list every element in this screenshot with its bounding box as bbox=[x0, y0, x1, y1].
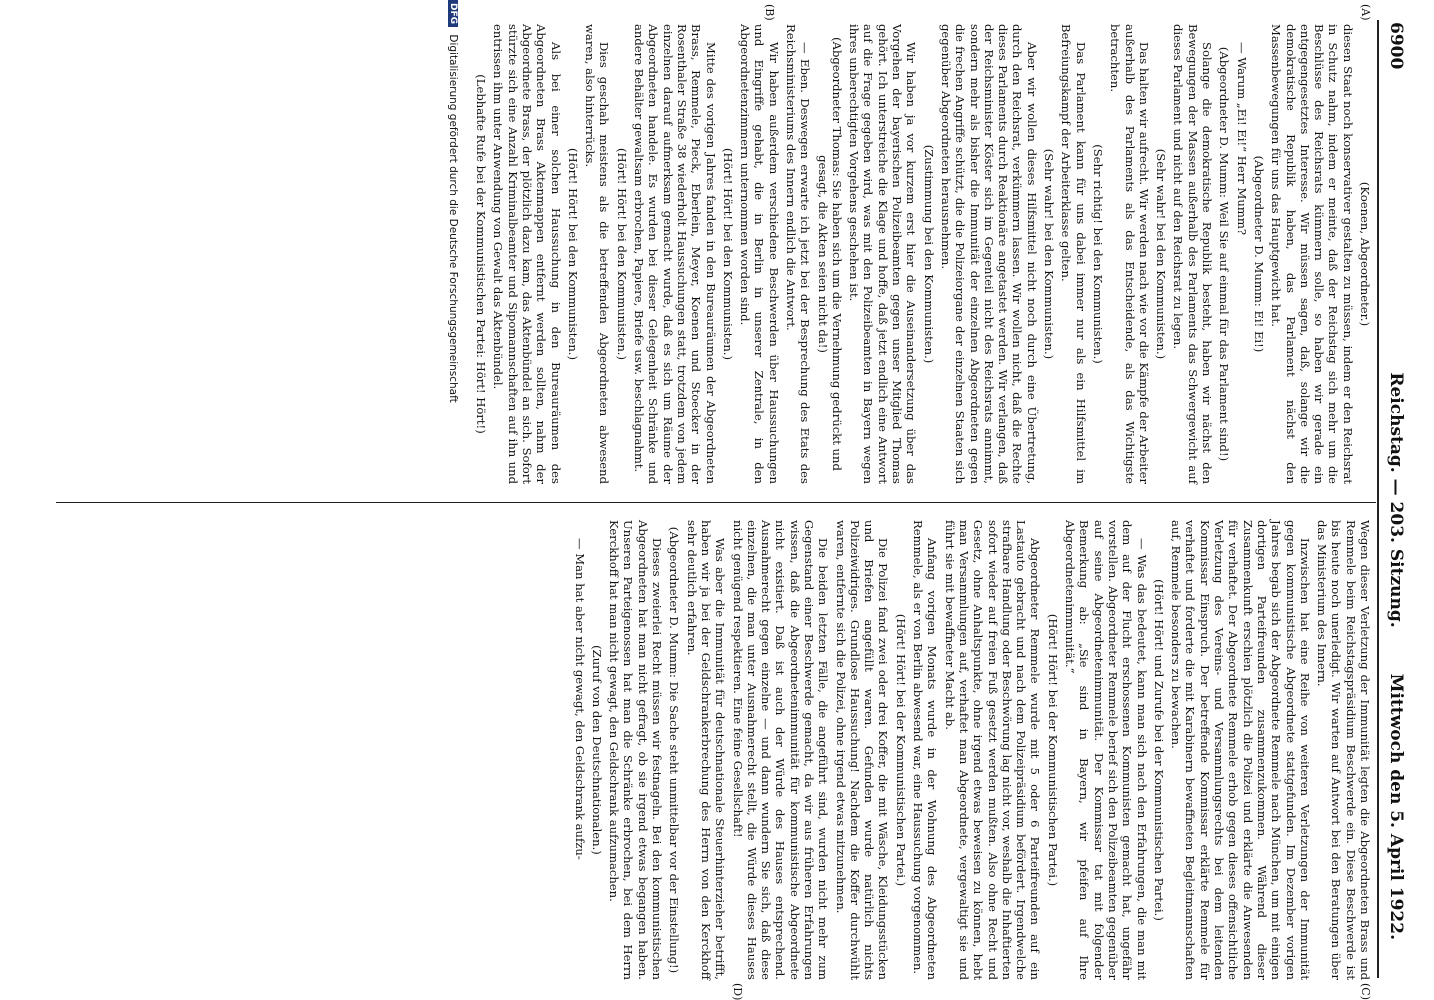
interjection: (Lebhafte Rufe bei der Kommunistischen Partei: Hört! Hört!) bbox=[474, 74, 489, 434]
paragraph: — Warum „Ei! Ei!“ Herr Mumm? bbox=[1234, 42, 1249, 236]
session-date: Mittwoch den 5. April 1922. bbox=[1386, 673, 1406, 940]
margin-mark-d: (D) bbox=[731, 983, 744, 1000]
digitization-credit bbox=[445, 0, 459, 1000]
paragraph: (Koenen, Abgeordneter.) bbox=[1358, 181, 1372, 327]
page-number: 6900 bbox=[1386, 22, 1406, 70]
interjection: (Sehr richtig! bei den Kommunisten.) bbox=[1090, 144, 1105, 364]
paragraph: — Man hat aber nicht gewagt, den Geldschrank aufzu- bbox=[572, 538, 587, 860]
paragraph: Was aber die Immunität für deutschnationale Steuerhinterzieher betrifft, haben wir ja bei der Geldschrankerbrechung des Herrn von den Kerckhoff sehr deutlich erfahren. bbox=[684, 520, 728, 980]
column-divider bbox=[56, 502, 1376, 503]
left-column bbox=[471, 24, 1372, 484]
interjection: (Sehr wahr! bei den Kommunisten.) bbox=[1042, 148, 1057, 360]
paragraph: Abgeordneter Remmele wurde mit 5 oder 6 Parteifreunden auf ein Lastauto gebracht und nach dem Polizeipräsidium befördert. Irgendwelche strafbare Handlung oder Beschwörung lag nicht vor, weshalb die Inhaftierten sofort wieder auf freien Fuß gesetzt werden mußten. Also ohne Recht und Gesetz, ohne Anhaltspunkte, ohne irgend etwas beweisen zu können, hebt man Versammlungen auf, verhaftet man Abgeordnete, vergewaltigt sie und führt sie mit bewaffneter Macht ab. bbox=[942, 520, 1043, 980]
dfg-logo: DFG bbox=[448, 0, 458, 27]
interjection: (Hört! Hört! bei den Kommunisten.) bbox=[565, 147, 580, 360]
page-header bbox=[1376, 0, 1406, 1000]
paragraph: Wir haben außerdem verschiedene Beschwerden über Haussuchungen und Eingriffe gehabt, die in Berlin in unserer Zentrale, in den Abgeordnetenzimmern unternommen worden sind. bbox=[738, 24, 781, 484]
paragraph: Wir haben ja vor kurzem erst hier die Auseinandersetzung über das Vorgehen der bayerischen Polizeibeamten gegen unser Mitglied Thomas gehört. Ich unterstreiche die Klage und hoffe, daß jetzt endlich eine Antwort auf die Frage gegeben wird, was mit den Polizeibeamten in Bayern wegen ihres unberechtigten Vorgehens geschehen ist. bbox=[847, 24, 919, 484]
interjection: (Hört! Hört! bei den Kommunisten.) bbox=[614, 147, 629, 360]
margin-mark-b: (B) bbox=[763, 4, 776, 21]
paragraph: Dieses zweierlei Recht müssen wir festnageln. Bei den kommunistischen Abgeordneten hat man nicht gefragt, ob sie irgend etwas begangen haben. Unseren Parteigenossen hat man die Schränke erbrochen, bei dem Herrn Kerckhoff hat man nicht gewagt, den Geldschrank aufzumachen. bbox=[607, 520, 665, 980]
paragraph: Das Parlament kann für uns dabei immer nur als ein Hilfsmittel im Befreiungskampf der Arbeiterklasse gelten. bbox=[1059, 24, 1088, 484]
paragraph: Dies geschah meistens als die betreffenden Abgeordneten abwesend waren, also hinterrücks. bbox=[583, 24, 612, 484]
paragraph: Als bei einer solchen Haussuchung in den Bureauräumen des Abgeordneten Brass Aktenmappen entfernt werden sollten, nahm der Abgeordnete Brass, der plötzlich dazu kam, das Aktenbündel an sich. Sofort stürzte sich eine Anzahl Kriminalbeamter und Sipomannschaften auf ihn und entrissen ihm unter Anwendung von Gewalt das Aktenbündel. bbox=[491, 24, 563, 484]
paragraph: Die beiden letzten Fälle, die angeführt sind, wurden nicht mehr zum Gegenstand einer Beschwerde gemacht, da wir aus früheren Erfahrungen wissen, daß die Abgeordnetenimmunität für kommunistische Abgeordnete nicht existiert. Daß ist auch der Würde des Hauses entsprechend. Ausnahmerecht gegen einzelne — und dann wundern Sie sich, daß diese einzelnen, die man unter Ausnahmerecht stellt, die Würde dieses Hauses nicht genügend respektieren. Eine feine Gesellschaft! bbox=[730, 520, 831, 980]
margin-mark-a: (A) bbox=[1359, 4, 1372, 21]
paragraph: Aber wir wollen dieses Hilfsmittel nicht noch durch eine Übertretung, durch den Reichsrat, verkümmern lassen. Wir wollen nicht, daß die Rechte dieses Parlaments durch Reaktionäre angetastet werden. Wir verlangen, daß der Reichsminister Köster sich im Gegenteil nicht des Reichsrats annimmt, sondern mehr als bisher die Immunität der einzelnen Abgeordneten gegen die frechen Angriffe schützt, die die Polizeiorgane der einzelnen Staaten sich gegenüber Abgeordneten herausnehmen. bbox=[938, 24, 1039, 484]
interjection: (Abgeordneter D. Mumm: Die Sache steht unmittelbar vor der Einstellung!) bbox=[667, 526, 682, 974]
paragraph: Mitte des vorigen Jahres fanden in den Bureauräumen der Abgeordneten Brass, Remmele, Pieck, Eberlein, Meyer, Koenen und Stoecker in der Rosenthaler Straße 38 wiederholt Haussuchungen statt, trotzdem von jedem einzelnen darauf aufmerksam gemacht wurde, daß es sich um Räume der Abgeordneten handele. Es wurden bei dieser Gelegenheit Schränke und andere Behälter gewaltsam erbrochen, Papiere, Briefe usw. beschlagnahmt. bbox=[632, 24, 718, 484]
interjection: (Abgeordneter D. Mumm: Weil Sie auf einmal für das Parlament sind!) bbox=[1217, 46, 1232, 462]
right-column bbox=[569, 520, 1372, 980]
paragraph: Wegen dieser Verletzung der Immunität legten die Abgeordneten Brass und Remmele beim Reichstagspräsidium Beschwerde ein. Diese Beschwerde ist bis heute noch unerledigt. Wir warten auf Antwort bei den Beratungen über das Ministerium des Innern. bbox=[1315, 520, 1372, 980]
interjection: (Abgeordneter D. Mumm: Ei! Ei!) bbox=[1251, 155, 1266, 353]
interjection: (Hört! Hört! bei den Kommunisten.) bbox=[720, 147, 735, 360]
interjection: (Zustimmung bei den Kommunisten.) bbox=[921, 144, 936, 364]
running-title: Reichstag. — 203. Sitzung. bbox=[1386, 372, 1406, 628]
interjection: (Hört! Hört! bei der Kommunistischen Partei.) bbox=[1045, 613, 1060, 887]
interjection: (Hört! Hört! bei der Kommunistischen Partei.) bbox=[893, 613, 908, 887]
paragraph: Inzwischen hat eine Reihe von weiteren Verletzungen der Immunität gegen kommunistische Abgeordnete stattgefunden. Im Dezember vorigen Jahres begab sich der Abgeordnete Remmele nach München, um mit einigen dortigen Parteifreunden zusammenzukommen. Während dieser Zusammenkunft erschien plötzlich die Polizei und erklärte die Anwesenden für verhaftet. Der Abgeordnete Remmele erhob gegen dieses offensichtliche Verletzung des Vereins- und Versammlungsrechts bei dem leitenden Kommissar Einspruch. Der betreffende Kommissar erklärte Remmele für verhaftet und forderte die mit Karabinern bewaffneten Begleitmannschaften auf, Remmele besonders zu bewachen. bbox=[1169, 520, 1312, 980]
paragraph: Die Polizei fand zwei oder drei Koffer, die mit Wäsche, Kleidungsstücken und Briefen angefüllt waren. Gefunden wurde natürlich nichts Polizeiwidriges. Grundlose Haussuchung! Nachdem die Koffer durchwühlt waren, entfernte sich die Polizei, ohne irgend etwas mitzunehmen. bbox=[833, 520, 891, 980]
interjection: (Abgeordneter Thomas: Sie haben sich um die Vernehmung gedrückt und gesagt, die Akten seien nicht da!) bbox=[815, 37, 844, 471]
paragraph: Solange die demokratische Republik besteht, haben wir nächst den Bewegungen der Massen außerhalb des Parlaments das Schwergewicht auf dieses Parlament und nicht auf den Reichsrat zu legen. bbox=[1171, 24, 1215, 484]
interjection: (Zuruf von den Deutschnationalen.) bbox=[589, 645, 604, 855]
interjection: (Hört! Hört! und Zurufe bei der Kommunistischen Partei.) bbox=[1151, 579, 1166, 921]
paragraph: — Eben. Deswegen erwarte ich jetzt bei der Besprechung des Etats des Reichsministeriums des Innern endlich die Antwort. bbox=[784, 24, 813, 484]
header-rule bbox=[1377, 20, 1379, 978]
paragraph: Das halten wir aufrecht. Wir werden nach wie vor die Kämpfe der Arbeiter außerhalb des Parlaments als das Entscheidende, als das Wichtigste betrachten. bbox=[1108, 24, 1151, 484]
paragraph: diesen Staat noch konservativer gestalten zu müssen, indem er den Reichsrat in Schutz nahm, indem er meinte, daß der Reichstag sich mehr um die Beschlüsse des Reichsrats kümmern solle, so haben wir gerade ein entgegengesetztes Interesse. Wir müssen sagen, daß, solange wir die demokratische Republik haben, das Parlament nächst den Massenbewegungen für uns das Hauptgewicht hat. bbox=[1269, 24, 1355, 484]
paragraph: Anfang vorigen Monats wurde in der Wohnung des Abgeordneten Remmele, als er von Berlin abwesend war, eine Haussuchung vorgenommen. bbox=[911, 520, 940, 980]
credit-text: Digitalisierung gefördert durch die Deutsche Forschungsgemeinschaft bbox=[447, 34, 459, 403]
margin-mark-c: (C) bbox=[1359, 983, 1372, 1000]
paragraph: — Was das bedeutet, kann man sich nach den Erfahrungen, die man mit dem auf der Flucht erschossenen Kommunisten gemacht hat, ungefähr vorstellen. Abgeordneter Remmele berief sich den Polizeibeamten gegenüber auf seine Abgeordnetenimmunität. Der Kommissar tat mit folgender Bemerkung ab: „Sie sind in Bayern, wir pfeifen auf Ihre Abgeordnetenimmunität.“ bbox=[1063, 520, 1149, 980]
interjection: (Sehr wahr! bei den Kommunisten.) bbox=[1154, 148, 1169, 360]
